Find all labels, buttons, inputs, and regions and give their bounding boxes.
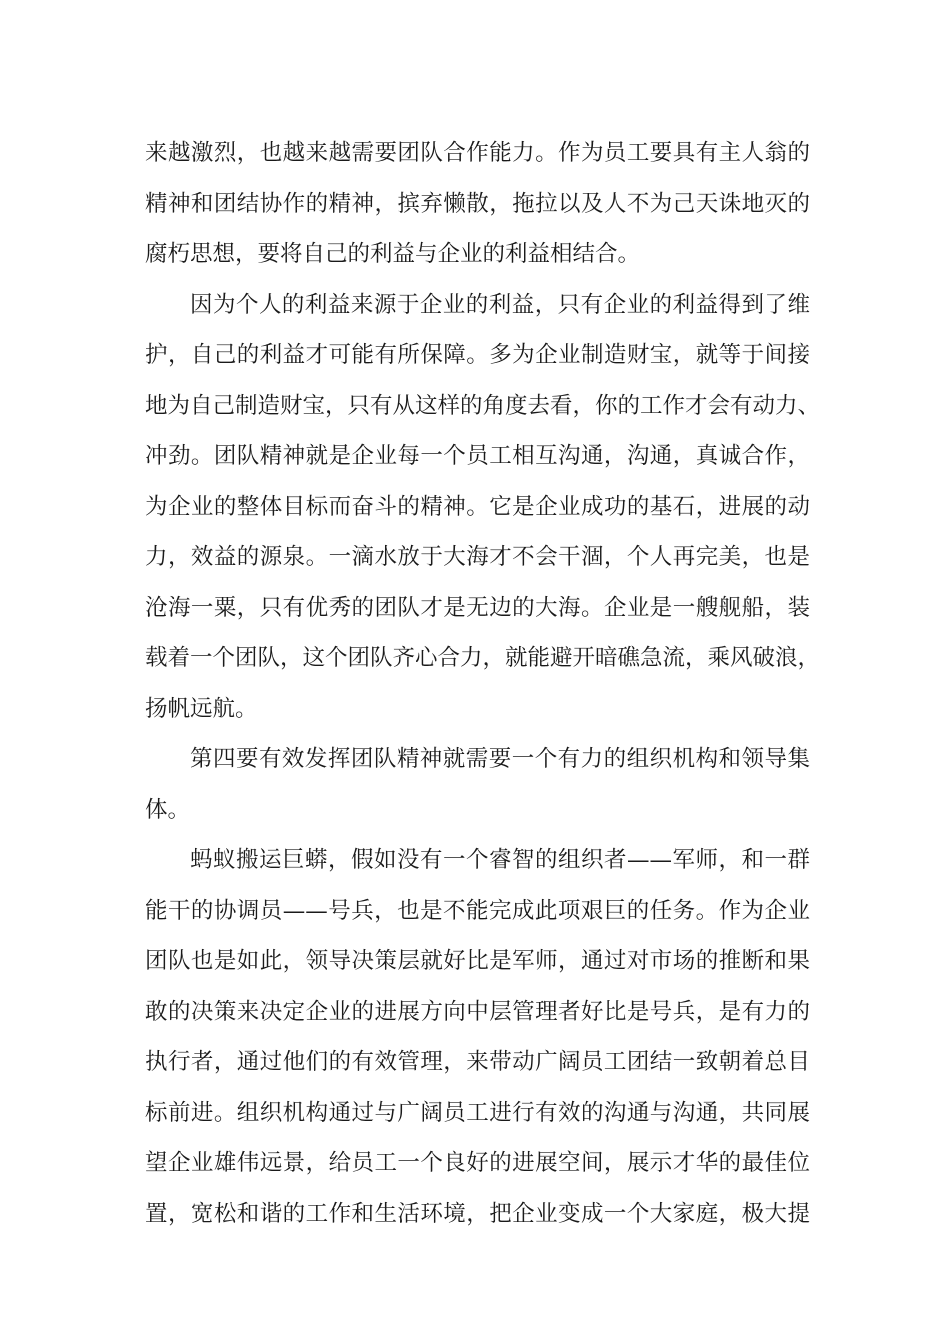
paragraph-first-line: 蚂蚁搬运巨蟒，假如没有一个睿智的组织者——军师，和一群 <box>190 847 810 873</box>
paragraph-first-line: 第四要有效发挥团队精神就需要一个有力的组织机构和领导集 <box>190 746 810 772</box>
text-line: 执行者，通过他们的有效管理，来带动广阔员工团结一致朝着总目 <box>145 1049 810 1075</box>
text-line: 能干的协调员——号兵，也是不能完成此项艰巨的任务。作为企业 <box>145 897 810 924</box>
text-line: 载着一个团队，这个团队齐心合力，就能避开暗礁急流，乘风破浪， <box>145 645 821 671</box>
text-line: 扬帆远航。 <box>145 695 258 722</box>
text-line: 为企业的整体目标而奋斗的精神。它是企业成功的基石，进展的动 <box>145 493 810 520</box>
text-line: 体。 <box>145 796 191 823</box>
text-line: 冲劲。团队精神就是企业每一个员工相互沟通，沟通，真诚合作， <box>145 443 810 469</box>
text-line: 敢的决策来决定企业的进展方向中层管理者好比是号兵，是有力的 <box>145 998 810 1025</box>
text-line: 腐朽思想，要将自己的利益与企业的利益相结合。 <box>145 241 641 267</box>
text-line: 护，自己的利益才可能有所保障。多为企业制造财宝，就等于间接 <box>145 342 810 368</box>
text-line: 力，效益的源泉。一滴水放于大海才不会干涸，个人再完美，也是 <box>145 544 810 570</box>
text-line: 精神和团结协作的精神，摈弃懒散，拖拉以及人不为己天诛地灭的 <box>145 190 810 217</box>
text-line: 来越激烈，也越来越需要团队合作能力。作为员工要具有主人翁的 <box>145 140 810 166</box>
paragraph-first-line: 因为个人的利益来源于企业的利益，只有企业的利益得到了维 <box>190 291 810 318</box>
text-line: 沧海一粟，只有优秀的团队才是无边的大海。企业是一艘舰船，装 <box>145 594 810 621</box>
text-line: 团队也是如此，领导决策层就好比是军师，通过对市场的推断和果 <box>145 948 810 974</box>
body-text <box>145 128 821 1239</box>
text-line: 望企业雄伟远景，给员工一个良好的进展空间，展示才华的最佳位 <box>145 1150 810 1176</box>
text-line: 标前进。组织机构通过与广阔员工进行有效的沟通与沟通，共同展 <box>145 1099 810 1126</box>
text-line: 置，宽松和谐的工作和生活环境，把企业变成一个大家庭，极大提 <box>145 1200 810 1227</box>
text-line: 地为自己制造财宝，只有从这样的角度去看，你的工作才会有动力、 <box>145 392 821 419</box>
